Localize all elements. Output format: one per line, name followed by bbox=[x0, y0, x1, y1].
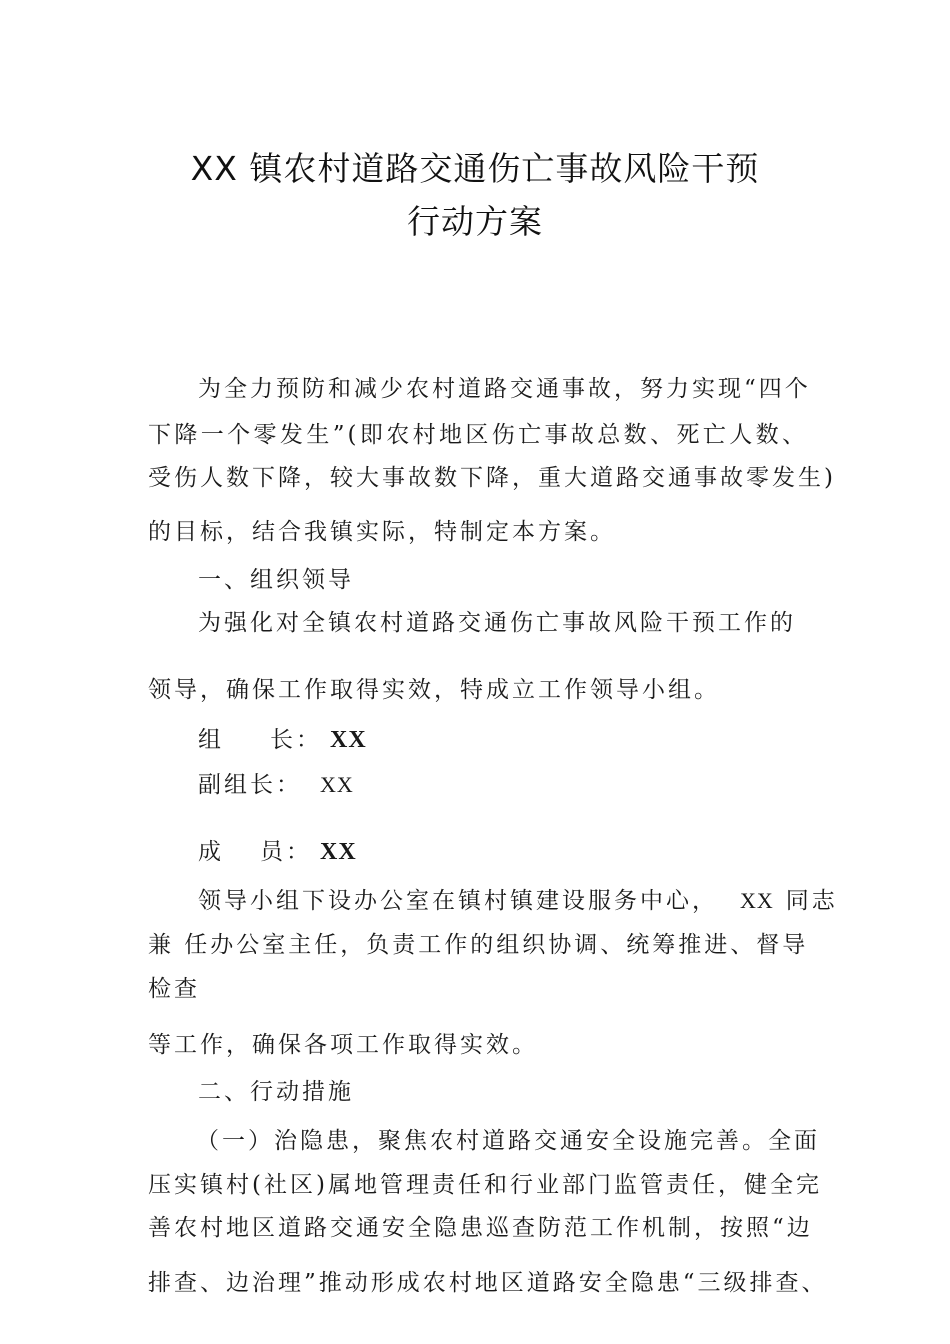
section-heading-organization: 一、组织领导 bbox=[198, 567, 354, 593]
measures-para-line-4: 排查、边治理”推动形成农村地区道路安全隐患“三级排查、 bbox=[148, 1270, 828, 1296]
office-person-value: XX bbox=[740, 888, 774, 913]
intro-line-3: 受伤人数下降，较大事故数下降，重大道路交通事故零发生) bbox=[148, 465, 836, 491]
measures-para-line-2: 压实镇村(社区)属地管理责任和行业部门监管责任，健全完 bbox=[148, 1172, 822, 1198]
document-title-line-1: XX 镇农村道路交通伤亡事故风险干预 bbox=[190, 149, 760, 188]
deputy-row bbox=[198, 766, 858, 799]
member-value: XX bbox=[320, 839, 357, 865]
member-row bbox=[198, 833, 858, 866]
organization-para-line-2: 领导，确保工作取得实效，特成立工作领导小组。 bbox=[148, 677, 720, 703]
leader-label-a: 组 bbox=[198, 727, 224, 753]
member-label-a: 成 bbox=[198, 839, 224, 865]
leader-label-b: 长： bbox=[270, 727, 322, 753]
leader-value: XX bbox=[330, 727, 367, 753]
office-line-1 bbox=[198, 882, 858, 915]
measures-para-line-3: 善农村地区道路交通安全隐患巡查防范工作机制，按照“边 bbox=[148, 1215, 813, 1241]
office-line-3: 检查 bbox=[148, 976, 200, 1002]
office-line-1-tail: 同志 bbox=[785, 888, 838, 914]
deputy-value: XX bbox=[320, 772, 354, 797]
leader-row bbox=[198, 721, 858, 754]
intro-line-2: 下降一个零发生”(即农村地区伤亡事故总数、死亡人数、 bbox=[148, 422, 808, 448]
office-line-4: 等工作，确保各项工作取得实效。 bbox=[148, 1032, 538, 1058]
member-label-b: 员： bbox=[260, 839, 312, 865]
measures-para-line-1: （一）治隐患，聚焦农村道路交通安全设施完善。全面 bbox=[196, 1128, 820, 1154]
office-line-1-text: 领导小组下设办公室在镇村镇建设服务中心， bbox=[198, 888, 718, 914]
document-title-line-2: 行动方案 bbox=[407, 202, 543, 241]
deputy-label: 副组长： bbox=[198, 772, 302, 798]
section-heading-measures: 二、行动措施 bbox=[198, 1079, 354, 1105]
office-line-2: 兼 任办公室主任，负责工作的组织协调、统筹推进、督导 bbox=[148, 932, 809, 958]
intro-line-1: 为全力预防和减少农村道路交通事故，努力实现“四个 bbox=[198, 376, 811, 402]
intro-line-4: 的目标，结合我镇实际，特制定本方案。 bbox=[148, 519, 616, 545]
organization-para-line-1: 为强化对全镇农村道路交通伤亡事故风险干预工作的 bbox=[198, 610, 796, 636]
